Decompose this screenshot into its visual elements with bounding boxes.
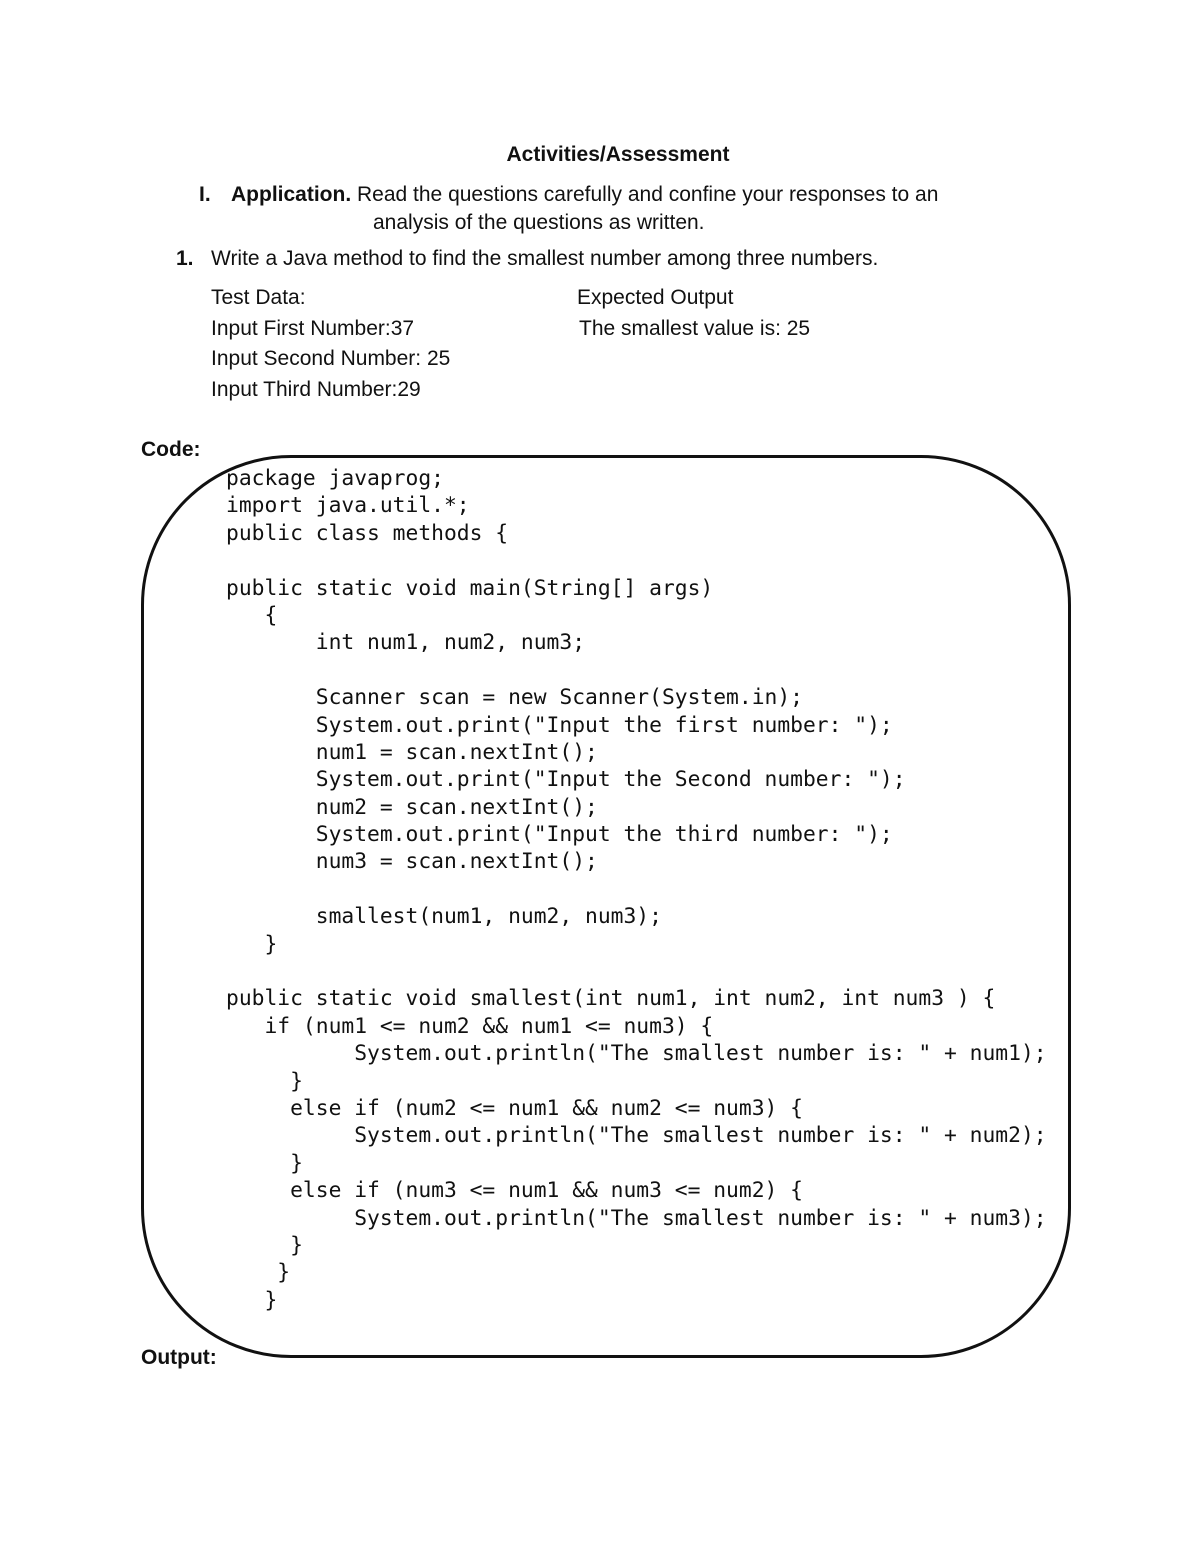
code-line: Scanner scan = new Scanner(System.in);: [226, 685, 803, 711]
code-line: num3 = scan.nextInt();: [226, 849, 598, 875]
code-line: System.out.println("The smallest number is: " + num2);: [226, 1123, 1047, 1149]
code-line: System.out.print("Input the third number: ");: [226, 822, 893, 848]
code-line: import java.util.*;: [226, 493, 470, 519]
code-label: Code:: [141, 438, 201, 461]
code-line: }: [226, 1232, 303, 1258]
code-line: }: [226, 1287, 278, 1313]
code-line: else if (num3 <= num1 && num3 <= num2) {: [226, 1178, 803, 1204]
code-line: }: [226, 1260, 291, 1286]
code-line: num1 = scan.nextInt();: [226, 739, 598, 765]
code-line: public static void main(String[] args): [226, 575, 714, 601]
expected-output-value: The smallest value is: 25: [579, 317, 811, 340]
question-number: 1.: [176, 247, 194, 270]
code-line: System.out.print("Input the first number: ");: [226, 712, 893, 738]
output-label: Output:: [141, 1346, 217, 1369]
page-title: Activities/Assessment: [506, 143, 730, 166]
code-line: package javaprog;: [226, 466, 444, 491]
code-line: {: [226, 602, 278, 628]
test-data-line: Input First Number:37: [211, 317, 415, 340]
code-line: [226, 876, 1047, 903]
code-line: smallest(num1, num2, num3);: [226, 904, 662, 930]
section-instructions-line1: [231, 183, 938, 207]
code-line: }: [226, 1068, 303, 1094]
section-text-line1: Read the questions carefully and confine your responses to an: [351, 183, 939, 206]
code-line: else if (num2 <= num1 && num2 <= num3) {: [226, 1095, 803, 1121]
code-block: [226, 465, 1047, 1314]
code-line: System.out.println("The smallest number is: " + num3);: [226, 1205, 1047, 1231]
code-line: System.out.print("Input the Second number: ");: [226, 767, 906, 793]
code-line: [226, 657, 1047, 684]
question-text: Write a Java method to find the smallest number among three numbers.: [211, 247, 879, 270]
code-line: public static void smallest(int num1, int num2, int num3 ) {: [226, 986, 996, 1012]
code-line: [226, 958, 1047, 985]
section-number: I.: [199, 183, 211, 206]
code-line: }: [226, 1150, 303, 1176]
code-line: public class methods {: [226, 520, 509, 546]
code-line: [226, 547, 1047, 574]
test-data-line: Input Second Number: 25: [211, 347, 451, 370]
code-line: num2 = scan.nextInt();: [226, 794, 598, 820]
test-data-label: Test Data:: [211, 286, 306, 309]
test-data-line: Input Third Number:29: [211, 378, 421, 401]
section-heading: Application.: [231, 183, 352, 206]
code-line: System.out.println("The smallest number is: " + num1);: [226, 1041, 1047, 1067]
code-line: }: [226, 931, 278, 957]
expected-output-label: Expected Output: [577, 286, 734, 309]
code-line: if (num1 <= num2 && num1 <= num3) {: [226, 1013, 714, 1039]
code-line: int num1, num2, num3;: [226, 630, 586, 656]
section-text-line2: analysis of the questions as written.: [373, 211, 705, 234]
